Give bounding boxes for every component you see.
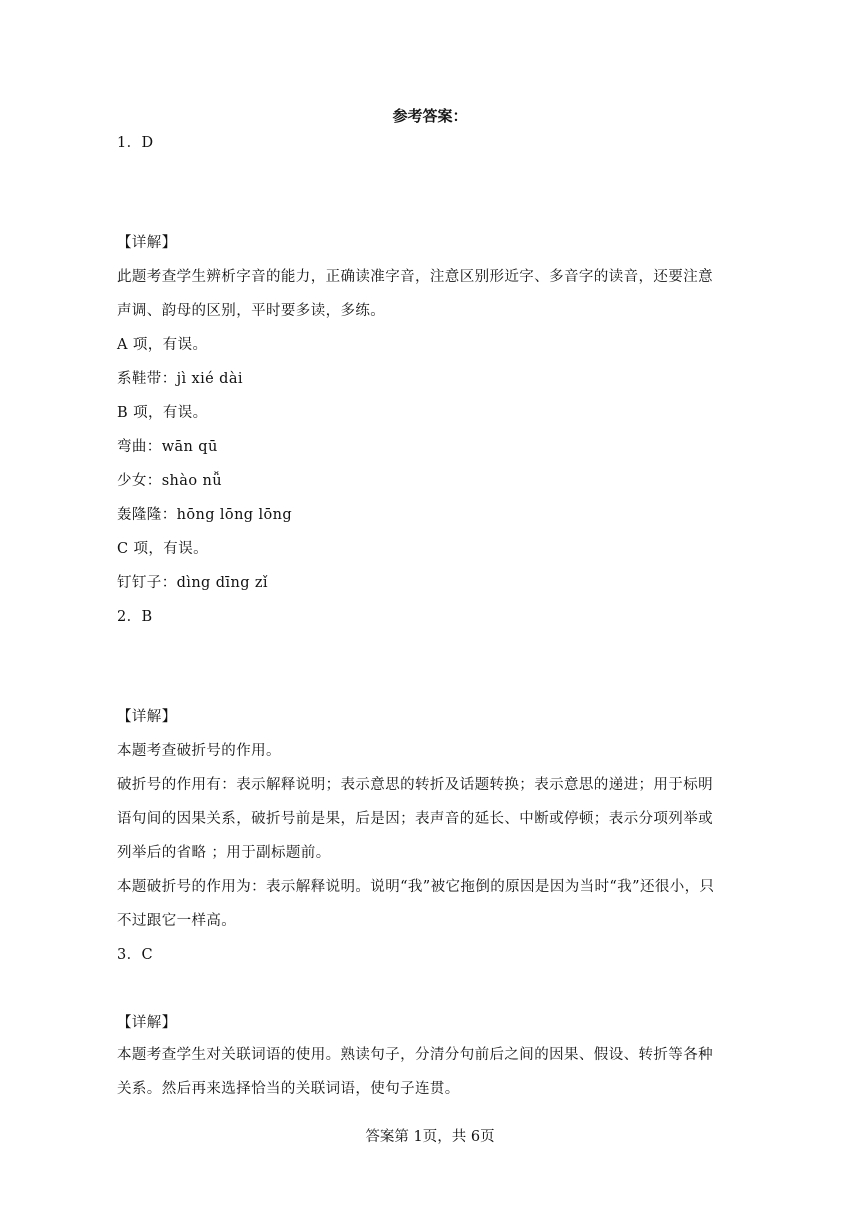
answer-line: 语句间的因果关系，破折号前是果，后是因；表声音的延长、中断或停顿；表示分项列举或 [117, 811, 713, 827]
answer-line: C 项，有误。 [117, 541, 209, 557]
answer-line: 破折号的作用有：表示解释说明；表示意思的转折及话题转换；表示意思的递进；用于标明 [117, 777, 713, 793]
detail-heading: 【详解】 [117, 235, 177, 251]
answer-line: 声调、韵母的区别，平时要多读，多练。 [117, 303, 386, 319]
answer-line: 本题考查学生对关联词语的使用。熟读句子，分清分句前后之间的因果、假设、转折等各种 [117, 1047, 713, 1063]
detail-heading: 【详解】 [117, 1015, 177, 1031]
answer-number: 1．D [117, 135, 154, 151]
answer-line: 弯曲：wān qū [117, 439, 218, 455]
answer-number: 3．C [117, 947, 154, 963]
answer-line: 不过跟它一样高。 [117, 913, 237, 929]
answer-line: 列举后的省略 ；用于副标题前。 [117, 845, 331, 861]
answer-line: 此题考查学生辨析字音的能力，正确读准字音，注意区别形近字、多音字的读音，还要注意 [117, 269, 713, 285]
answer-number: 2．B [117, 609, 153, 625]
page-footer: 答案第 1页，共 6页 [365, 1129, 495, 1145]
answer-line: 关系。然后再来选择恰当的关联词语，使句子连贯。 [117, 1081, 460, 1097]
answer-line: A 项，有误。 [117, 337, 208, 353]
page-title: 参考答案： [392, 107, 468, 125]
answer-line: 系鞋带：jì xié dài [117, 371, 243, 387]
answer-line: B 项，有误。 [117, 405, 208, 421]
answer-line: 本题破折号的作用为：表示解释说明。说明“我”被它拖倒的原因是因为当时“我”还很小，只 [117, 879, 715, 895]
answer-line: 轰隆隆：hōng lōng lōng [117, 507, 293, 523]
answer-line: 钉钉子：dìng dīng zǐ [117, 575, 268, 591]
detail-heading: 【详解】 [117, 709, 177, 725]
answer-line: 少女：shào nǚ [117, 473, 222, 489]
answer-line: 本题考查破折号的作用。 [117, 743, 281, 759]
